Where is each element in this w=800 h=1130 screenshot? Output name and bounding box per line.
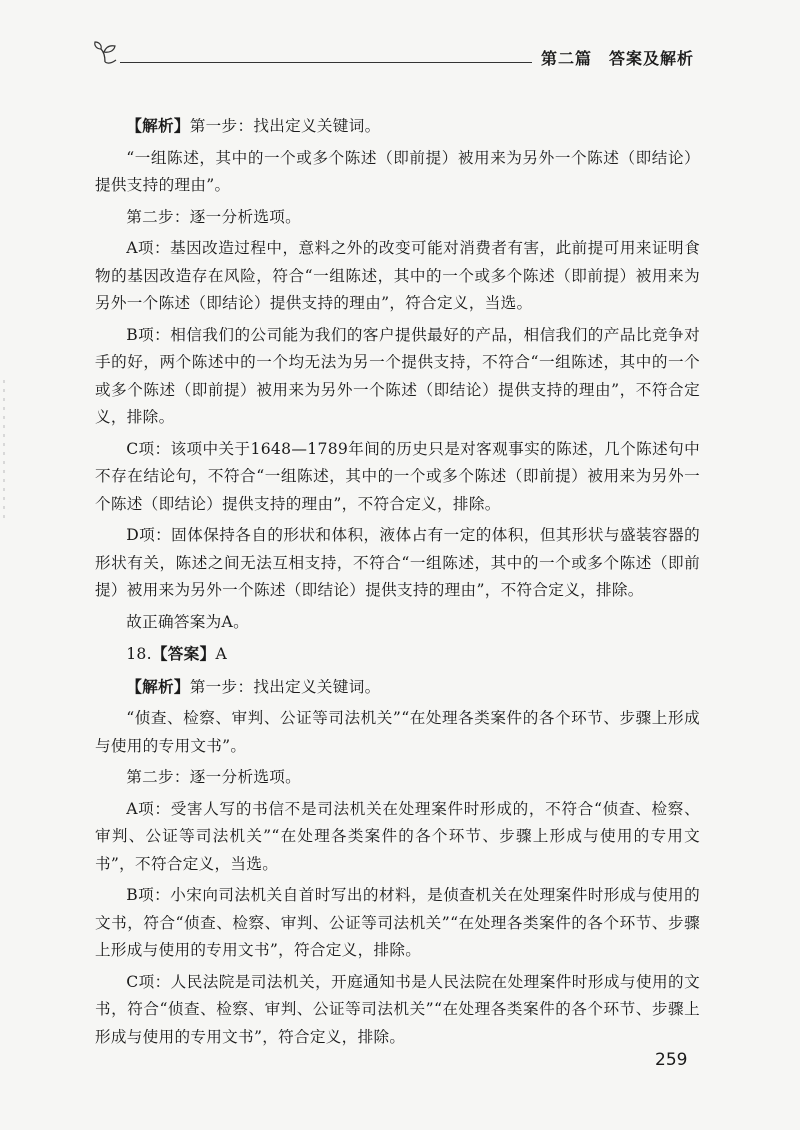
- section-label: 【解析】: [126, 676, 190, 696]
- paragraph: 第二步：逐一分析选项。: [126, 207, 302, 226]
- section-label: 【解析】: [126, 116, 190, 135]
- question-answer: 18.【答案】A: [126, 644, 228, 663]
- paragraph: “一组陈述，其中的一个或多个陈述（即前提）被用来为另外一个陈述（即结论）提供支持的理由”。: [95, 148, 700, 194]
- paragraph: 故正确答案为A。: [126, 612, 250, 631]
- paragraph: C项：人民法院是司法机关，开庭通知书是人民法院在处理案件时形成与使用的文书，符合“侦查、检察、审判、公证等司法机关”“在处理各类案件的各个环节、步骤上形成与使用的专用文书”，符合定义，排除。: [95, 972, 700, 1046]
- paragraph: A项：基因改造过程中，意料之外的改变可能对消费者有害，此前提可用来证明食物的基因改造存在风险，符合“一组陈述，其中的一个或多个陈述（即前提）被用来为另外一个陈述（即结论）提供支持的理由”，符合定义，当选。: [95, 239, 700, 312]
- paragraph: “侦查、检察、审判、公证等司法机关”“在处理各类案件的各个环节、步骤上形成与使用的专用文书”。: [95, 709, 700, 755]
- header-rule: [120, 62, 532, 63]
- paragraph: D项：固体保持各自的形状和体积，液体占有一定的体积，但其形状与盛装容器的形状有关，陈述之间无法互相支持，不符合“一组陈述，其中的一个或多个陈述（即前提）被用来为另外一个陈述（即结论）提供支持的理由”，不符合定义，排除。: [95, 526, 700, 599]
- paragraph: 第二步：逐一分析选项。: [126, 768, 302, 786]
- paragraph: B项：相信我们的公司能为我们的客户提供最好的产品，相信我们的产品比竞争对手的好，两个陈述中的一个均无法为另一个提供支持，不符合“一组陈述，其中的一个或多个陈述（即前提）被用来为另外一个陈述（即结论）提供支持的理由”，不符合定义，排除。: [95, 325, 700, 426]
- page-number: 259: [655, 1050, 688, 1070]
- paragraph: 【解析】第一步：找出定义关键词。: [126, 676, 381, 696]
- section-label: 【答案】: [151, 644, 216, 663]
- paragraph: B项：小宋向司法机关自首时写出的材料，是侦查机关在处理案件时形成与使用的文书，符合“侦查、检察、审判、公证等司法机关”“在处理各类案件的各个环节、步骤上形成与使用的专用文书”，符合定义，排除。: [95, 886, 700, 959]
- chapter-title: 第二篇 答案及解析: [540, 49, 694, 68]
- running-header: [92, 38, 702, 72]
- sprout-icon: [92, 40, 118, 64]
- paragraph: 【解析】第一步：找出定义关键词。: [126, 116, 381, 135]
- paragraph: A项：受害人写的书信不是司法机关在处理案件时形成的，不符合“侦查、检察、审判、公证等司法机关”“在处理各类案件的各个环节、步骤上形成与使用的专用文书”，不符合定义，当选。: [95, 799, 700, 873]
- answer-explanations: [95, 112, 700, 1051]
- paragraph: C项：该项中关于1648—1789年间的历史只是对客观事实的陈述，几个陈述句中不存在结论句，不符合“一组陈述，其中的一个或多个陈述（即前提）被用来为另外一个陈述（即结论）提供支持的理由”，不符合定义，排除。: [95, 439, 700, 513]
- margin-mark: [2, 380, 6, 680]
